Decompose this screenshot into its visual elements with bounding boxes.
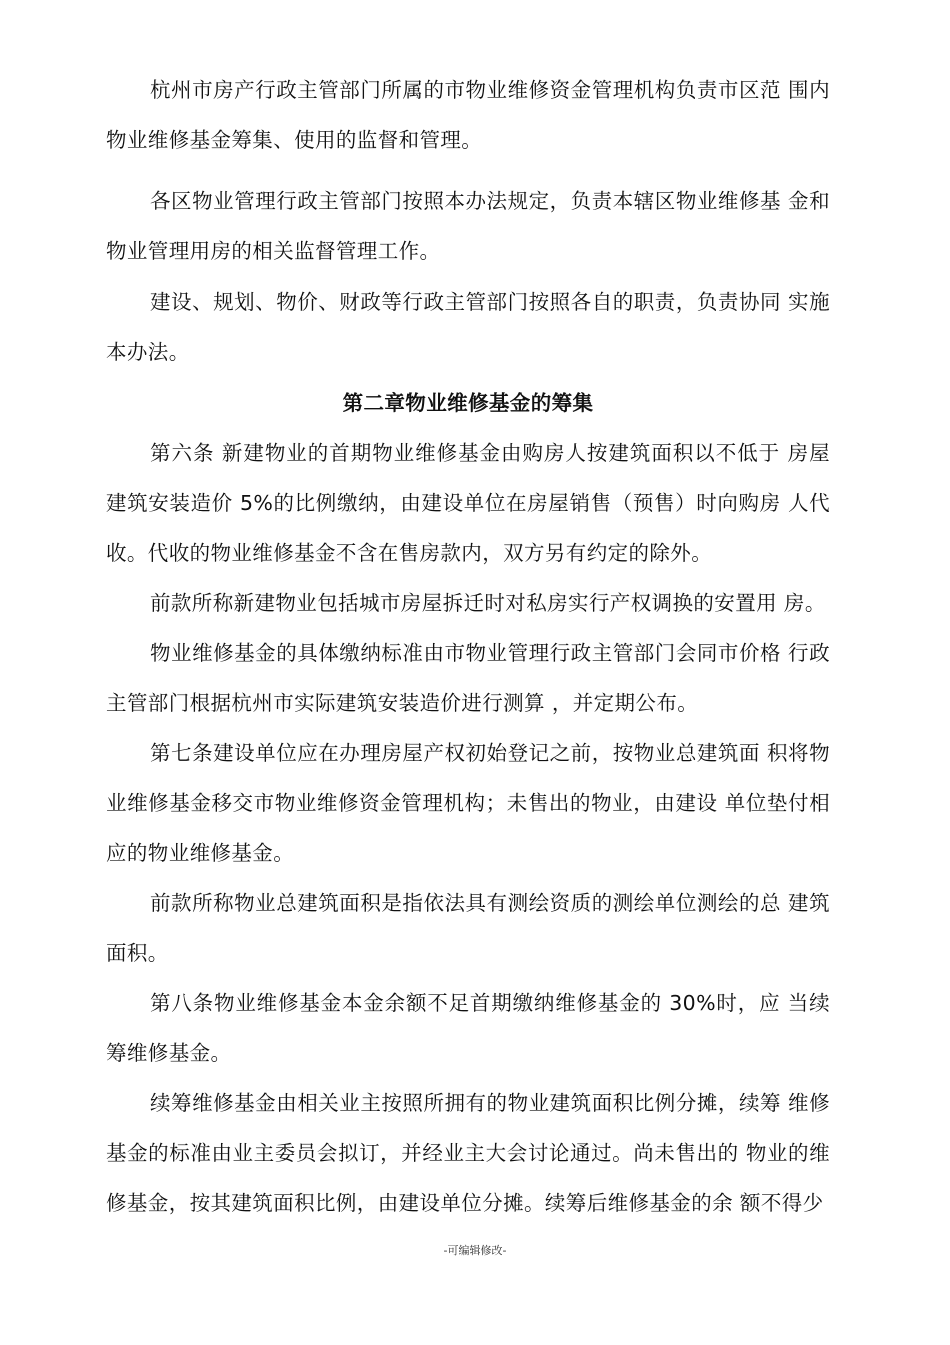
paragraph-coordinating-departments: 建设、规划、物价、财政等行政主管部门按照各自的职责，负责协同 实施本办法。 <box>106 290 830 364</box>
paragraph-article-6: 第六条 新建物业的首期物业维修基金由购房人按建筑面积以不低于 房屋建筑安装造价 5%的比例缴纳，由建设单位在房屋销售（预售）时向购房 人代收。代收的物业维修基金不含在售房款内，双方另有约定的除外。 <box>106 441 830 565</box>
paragraph-total-floor-area: 前款所称物业总建筑面积是指依法具有测绘资质的测绘单位测绘的总 建筑面积。 <box>106 891 830 965</box>
paragraph-renewal-fund: 续筹维修基金由相关业主按照所拥有的物业建筑面积比例分摊，续筹 维修基金的标准由业主委员会拟订，并经业主大会讨论通过。尚未售出的 物业的维修基金，按其建筑面积比例，由建设单位分摊。续筹后维修基金的余 额不得少 <box>106 1091 830 1215</box>
chapter-heading: 第二章物业维修基金的筹集 <box>342 391 594 415</box>
paragraph-article-6-new-property: 前款所称新建物业包括城市房屋拆迁时对私房实行产权调换的安置用 房。 <box>150 591 826 615</box>
footer-editable-note: -可编辑修改- <box>443 1244 507 1257</box>
paragraph-payment-standard: 物业维修基金的具体缴纳标准由市物业管理行政主管部门会同市价格 行政主管部门根据杭州市实际建筑安装造价进行测算 ，并定期公布。 <box>106 641 830 715</box>
paragraph-district-departments: 各区物业管理行政主管部门按照本办法规定，负责本辖区物业维修基 金和物业管理用房的相关监督管理工作。 <box>106 189 830 263</box>
paragraph-supervision-agency: 杭州市房产行政主管部门所属的市物业维修资金管理机构负责市区范 围内物业维修基金筹集、使用的监督和管理。 <box>106 78 830 152</box>
paragraph-article-8: 第八条物业维修基金本金余额不足首期缴纳维修基金的 30%时，应 当续筹维修基金。 <box>106 991 830 1065</box>
paragraph-article-7: 第七条建设单位应在办理房屋产权初始登记之前，按物业总建筑面 积将物业维修基金移交市物业维修资金管理机构；未售出的物业，由建设 单位垫付相应的物业维修基金。 <box>106 741 830 865</box>
